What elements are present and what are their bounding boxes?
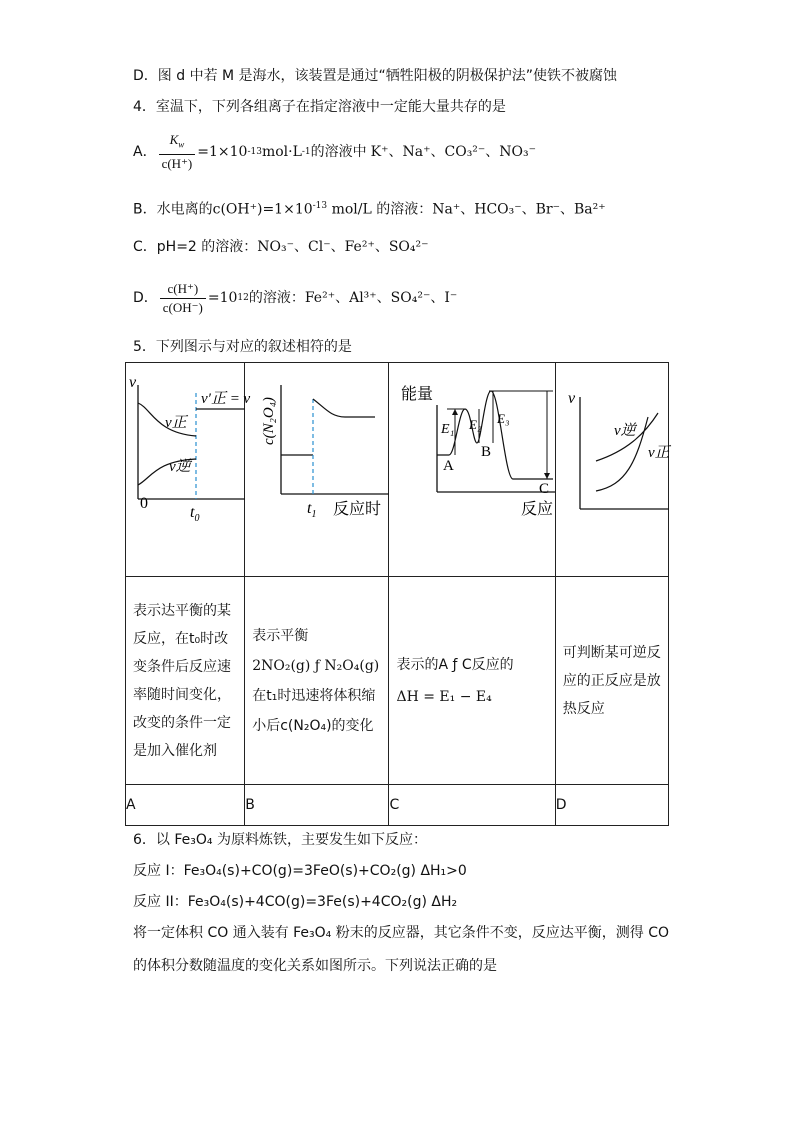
point-c-label: C [539,481,550,497]
graph-a [126,363,251,572]
desc-c-line: 表示的A ƒ C反应的 [396,656,514,673]
desc-b [245,615,388,747]
point-a-label: A [443,458,455,474]
y-axis-label: v [567,390,575,407]
equation: =1×10 [262,201,313,218]
unit-exponent: -1 [301,147,311,157]
reaction-2: 反应 II：Fe₃O₄(s)+4CO(g)=3Fe(s)+4CO₂(g) ΔH₂ [133,894,458,910]
question-6-paragraph: 将一定体积 CO 通入装有 Fe₃O₄ 粉末的反应器，其它条件不变，反应达平衡，测得 CO [133,925,669,941]
frac-denominator: c(H⁺) [161,155,193,171]
curve-1-label: v逆 [613,423,636,439]
condition-text: 的溶液中 [310,144,367,160]
label-b: B [245,785,389,826]
desc-b-line: 2NO₂(g) ƒ N₂O₄(g) [252,657,380,674]
after-line-label: v′正 = v [201,391,251,407]
question-6-stem: 6．以 Fe₃O₄ 为原料炼铁，主要发生如下反应： [133,832,427,848]
option-label: A． [133,144,157,160]
ions: Fe²⁺、Al³⁺、SO₄²⁻、I⁻ [304,290,458,306]
question-6-paragraph: 的体积分数随温度的变化关系如图所示。下列说法正确的是 [133,958,497,974]
desc-c-line: ΔH = E₁ − E₄ [396,688,492,705]
frac-numerator: K [169,132,179,148]
graph-d [556,363,669,572]
desc-c-cell [389,577,555,785]
reaction-1: 反应 I：Fe₃O₄(s)+CO(g)=3FeO(s)+CO₂(g) ΔH₁>0 [133,863,467,879]
y-axis-label: v [129,374,137,391]
option-label: B． [133,201,157,218]
desc-b-line: 在t₁时迅速将体积缩 [252,687,376,704]
desc-b-line: 表示平衡 [252,627,309,644]
t-label: $t_1$ [307,500,317,520]
q4-option-d [133,278,457,318]
ions: NO₃⁻、Cl⁻、Fe²⁺、SO₄²⁻ [257,239,429,255]
frac-numerator-sub: w [178,139,185,150]
label-row [126,785,669,826]
desc-c [389,643,554,719]
desc-d-cell [555,577,668,785]
upper-curve-label: v正 [165,415,187,431]
condition-text: pH=2 的溶液： [156,239,258,255]
t-label: $t_0$ [190,504,200,524]
label-c: C [389,785,555,826]
exponent: -13 [247,147,262,157]
unit: mol·L [261,144,302,160]
desc-b-line: 小后c(N₂O₄)的变化 [252,717,374,734]
equation: =1×10 [197,144,248,160]
graph-d-cell [555,363,668,577]
label-a: A [126,785,245,826]
exponent: -13 [312,201,328,211]
exponent: 12 [237,293,249,303]
graph-c-cell [389,363,555,577]
e1-label: E₁ [441,422,455,437]
desc-a: 表示达平衡的某反应，在t₀时改变条件后反应速率随时间变化，改变的条件一定是加入催化剂 [133,602,231,759]
question-5-stem: 5．下列图示与对应的叙述相符的是 [133,339,352,355]
frac-numerator: c(H⁺) [160,280,206,299]
label-d: D [555,785,668,826]
options-table [125,362,669,826]
equation: =10 [207,290,238,306]
graph-a-cell [126,363,251,577]
desc-a-cell [126,577,245,785]
description-row [126,577,669,785]
y-axis-label: 能量 [401,386,434,403]
y-axis-label: c(N₂O₄) [261,397,278,445]
q4-option-b [133,197,606,219]
x-axis-label: 反应 [521,501,554,518]
condition-text: 水电离的 [156,201,213,218]
ions: Na⁺、HCO₃⁻、Br⁻、Ba²⁺ [432,201,606,218]
origin-label: 0 [140,495,148,512]
graph-c [389,363,555,572]
ions: K⁺、Na⁺、CO₃²⁻、NO₃⁻ [370,144,537,160]
option-label: D． [133,290,158,306]
e3-label: E₃ [497,411,510,426]
option-label: C． [133,239,157,255]
curve-2-label: v正 [647,445,670,461]
desc-b-cell [245,577,389,785]
e2-label: E₂ [469,417,482,432]
concentration: c(OH⁺) [212,201,263,218]
graph-b [245,363,389,572]
frac-denominator: c(OH⁻) [162,299,203,315]
graph-row [126,363,669,577]
lower-curve-label: v逆 [169,459,191,475]
graph-b-cell [245,363,389,577]
point-b-label: B [481,444,492,460]
q4-option-a [133,134,536,170]
desc-d: 可判断某可逆反应的正反应是放热反应 [562,644,661,717]
question-4-stem: 4．室温下，下列各组离子在指定溶液中一定能大量共存的是 [133,99,506,115]
unit: mol/L 的溶液： [327,201,433,218]
fraction [159,131,196,173]
q4-option-c [133,238,429,256]
option-d-line: D．图 d 中若 M 是海水，该装置是通过“牺牲阳极的阴极保护法”使铁不被腐蚀 [133,68,618,84]
x-axis-label: 反应时 [333,501,382,518]
fraction [160,280,206,317]
condition-text: 的溶液： [248,290,305,306]
